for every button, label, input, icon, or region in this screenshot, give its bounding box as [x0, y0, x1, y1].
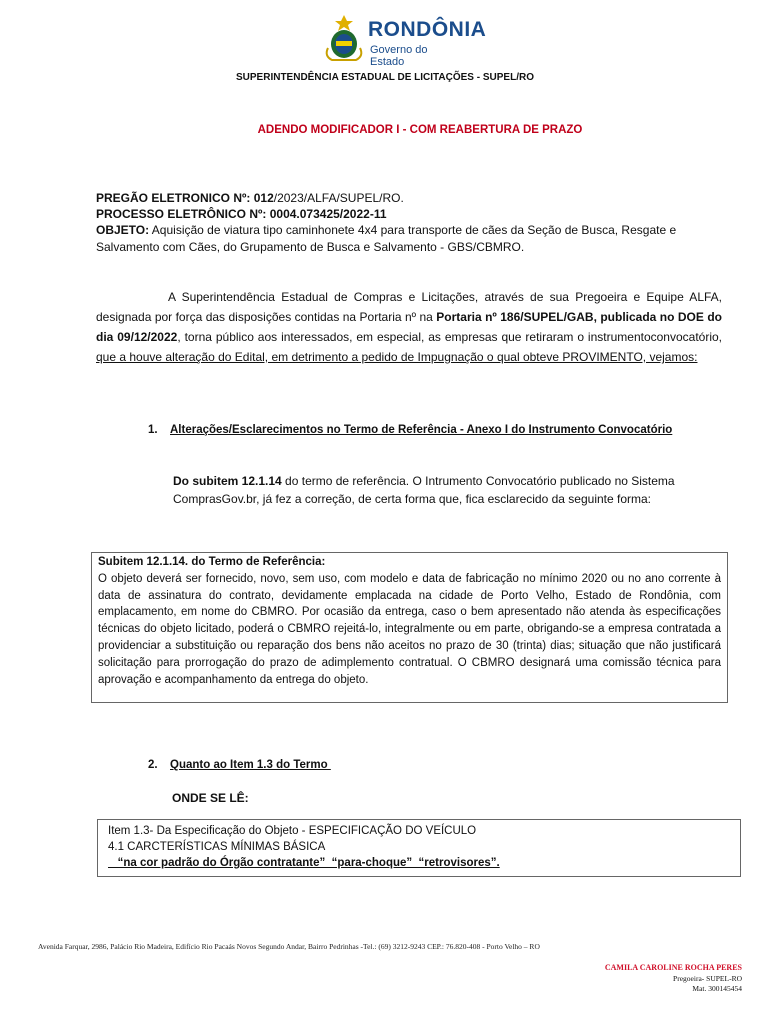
section1-paragraph: [173, 472, 725, 508]
government-logo: [322, 14, 487, 68]
objeto-value: Aquisição de viatura tipo caminhonete 4x4 para transporte de cães da Seção de Busca, Resgate e Salvamento com Cães, do Grupamento de Busca e Salvamento - GBS/CBMRO.: [96, 223, 677, 254]
agency-header: SUPERINTENDÊNCIA ESTADUAL DE LICITAÇÕES - SUPEL/RO: [236, 72, 534, 83]
section2-title: [148, 759, 331, 771]
logo-title: RONDÔNIA: [368, 18, 487, 41]
subitem-text: do termo de referência. O Intrumento Convocatório publicado no Sistema ComprasGov.br, já fez a correção, de certa forma que, fica esclarecido da seguinte forma:: [173, 474, 675, 506]
item-box: [97, 819, 741, 877]
signer-role: Pregoeira- SUPEL-RO: [673, 974, 742, 983]
signer-name: CAMILA CAROLINE ROCHA PERES: [604, 963, 742, 972]
section2-heading: Quanto ao Item 1.3 do Termo: [170, 759, 331, 771]
coat-of-arms-icon: [322, 14, 366, 62]
objeto-line: [96, 222, 726, 256]
logo-subtitle: Governo do Estado: [370, 44, 428, 68]
item-box-line1: Item 1.3- Da Especificação do Objeto - ESPECIFICAÇÃO DO VEÍCULO: [108, 825, 477, 837]
intro-part1: A Superintendência Estadual de Compras e Licitações, através de sua Pregoeira e Equipe ALFA, designada por força das disposições contidas na Portaria nº na: [96, 290, 722, 324]
pregao-label: PREGÃO ELETRONICO Nº: 012: [96, 191, 274, 205]
pregao-value: /2023/ALFA/SUPEL/RO.: [273, 191, 404, 205]
section1-number: 1.: [148, 424, 158, 436]
item-box-line2: 4.1 CARCTERÍSTICAS MÍNIMAS BÁSICA: [108, 841, 326, 853]
section2-number: 2.: [148, 759, 158, 771]
subitem-box-heading: Subitem 12.1.14. do Termo de Referência:: [98, 556, 326, 568]
processo-line: PROCESSO ELETRÔNICO Nº: 0004.073425/2022-11: [96, 207, 387, 221]
objeto-label: OBJETO:: [96, 223, 150, 237]
section1-title: [148, 424, 672, 436]
subitem-box-body: O objeto deverá ser fornecido, novo, sem uso, com modelo e data de fabricação no mínimo 2020 ou no ano corrente à data de assinatura do contrato, devidamente emplacada na cidade de Porto Velho, Estado de Rondônia, com emplacamento, em nome do CBMRO. Por ocasião da entrega, caso o bem apresentado não atenda às especificações técnicas do objeto licitado, poderá o CBMRO rejeitá-lo, integralmente ou em parte, obrigando-se a empresa contratada a providenciar a substituição ou reparação dos bens não aceitos no prazo de 30 (trinta) dias; situação que não justificará solicitação para prorrogação do prazo de adimplemento contratual. O CBMRO designará uma comissão técnica para aprovação e acompanhamento da entrega do objeto.: [98, 572, 721, 686]
pregao-line: [96, 190, 726, 207]
intro-part3: , torna público aos interessados, em especial, as empresas que retiraram o instrumentoconvocatório,: [177, 330, 722, 344]
subitem-box: [91, 552, 728, 703]
intro-underlined: que a houve alteração do Edital, em detrimento a pedido de Impugnação o qual obteve PROVIMENTO, vejamos:: [96, 350, 698, 364]
signer-mat: Mat. 300145454: [692, 984, 742, 993]
intro-portaria: Portaria nº 186/SUPEL/GAB, publicada no DOE do dia 09/12/2022: [96, 310, 722, 344]
subitem-ref: Do subitem 12.1.14: [173, 474, 282, 488]
document-title: ADENDO MODIFICADOR I - COM REABERTURA DE PRAZO: [257, 124, 583, 136]
footer-address: Avenida Farquar, 2986, Palácio Rio Madeira, Edifício Rio Pacaás Novos Segundo Andar, Bairro Pedrinhas -Tel.: (69) 3212-9243 CEP.: 76.820-408 - Porto Velho – RO: [38, 942, 540, 951]
item-box-line3: “na cor padrão do Órgão contratante” “para-choque” “retrovisores”.: [108, 857, 500, 869]
section1-heading: Alterações/Esclarecimentos no Termo de Referência - Anexo I do Instrumento Convocatório: [170, 424, 673, 436]
intro-paragraph: [96, 287, 722, 367]
onde-se-le-label: ONDE SE LÊ:: [172, 791, 249, 805]
